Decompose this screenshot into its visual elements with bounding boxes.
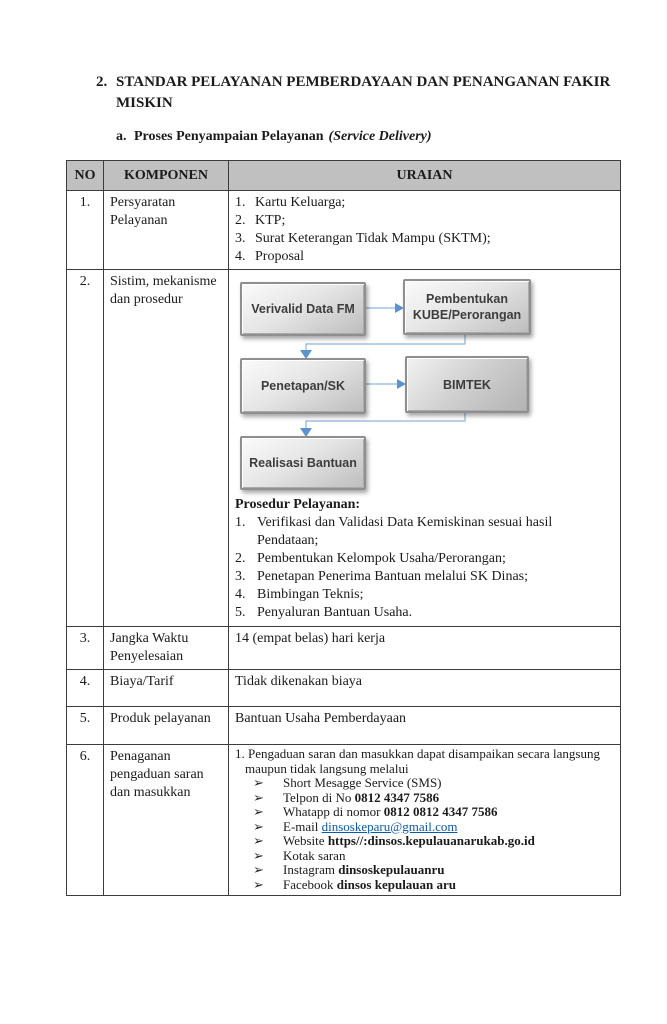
complaint-channel-phone [253, 791, 614, 806]
table-row [67, 745, 621, 896]
item-number: 2. [235, 213, 246, 228]
item-number: 5. [235, 605, 246, 620]
email-link[interactable]: dinsoskeparu@gmail.com [321, 818, 458, 834]
table-header-row [67, 161, 621, 191]
section-subtitle [116, 127, 616, 146]
complaint-channel-facebook [253, 878, 614, 893]
header-cell-uraian: URAIAN [229, 161, 621, 191]
complaint-intro-line2: maupun tidak langsung melalui [245, 760, 409, 776]
title-number: 2. [96, 74, 108, 90]
row3-komponen: Jangka Waktu Penyelesaian [104, 627, 229, 670]
flow-box-label-line2: KUBE/Perorangan [412, 308, 522, 322]
bullet-text: Instagram [283, 862, 339, 877]
row5-uraian: Bantuan Usaha Pemberdayaan [229, 707, 621, 745]
item-number: 2. [235, 551, 246, 566]
bullet-text: E-mail [283, 818, 322, 834]
phone-number: 0812 4347 7586 [354, 789, 440, 805]
requirements-list [235, 194, 614, 266]
item-text: Penyaluran Bantuan Usaha. [257, 605, 413, 620]
arrow-bullet-icon: ➢ [253, 818, 264, 834]
arrow-bullet-icon: ➢ [253, 876, 264, 892]
item-number: 4. [235, 587, 246, 602]
procedure-flowchart [229, 270, 620, 492]
list-item [235, 194, 614, 212]
title-block [96, 72, 616, 146]
table-row [67, 670, 621, 707]
prosedur-heading: Prosedur Pelayanan: [235, 497, 361, 512]
bullet-text: Whatapp di nomor [283, 804, 384, 819]
flow-box-label: Realisasi Bantuan [249, 456, 357, 470]
row2-komponen: Sistim, mekanisme dan prosedur [104, 270, 229, 627]
row6-no: 6. [67, 745, 104, 896]
row1-uraian [229, 191, 621, 270]
row2-no: 2. [67, 270, 104, 627]
flow-box-label: Verivalid Data FM [251, 302, 355, 316]
arrow-bullet-icon: ➢ [253, 804, 264, 819]
header-cell-no: NO [67, 161, 104, 191]
flow-box-label: BIMTEK [443, 377, 491, 392]
bullet-text: Website [283, 833, 328, 848]
item-text: Bimbingan Teknis; [257, 587, 364, 602]
subtitle-italic: (Service Delivery) [328, 129, 432, 144]
table-row [67, 191, 621, 270]
bullet-text: Telpon di No [283, 789, 355, 805]
list-item [235, 568, 614, 586]
table-row [67, 707, 621, 745]
subtitle-text: Proses Penyampaian Pelayanan [134, 129, 324, 144]
item-text: Penetapan Penerima Bantuan melalui SK Dinas; [257, 569, 528, 584]
subtitle-letter: a. [116, 129, 127, 144]
list-item [235, 248, 614, 266]
service-standard-table [66, 160, 621, 896]
arrow-bullet-icon: ➢ [253, 775, 264, 790]
row6-komponen: Penaganan pengaduan saran dan masukkan [104, 745, 229, 896]
flow-box-label-line1: Pembentukan [426, 292, 508, 306]
item-text: Proposal [255, 249, 304, 264]
row1-no: 1. [67, 191, 104, 270]
complaint-channel-email [253, 820, 614, 835]
facebook-name: dinsos kepulauan aru [336, 876, 457, 892]
complaint-channel-whatsapp [253, 805, 614, 820]
flow-box-label [413, 291, 521, 323]
item-text: Pembentukan Kelompok Usaha/Perorangan; [257, 551, 506, 566]
title-text [116, 72, 610, 114]
item-number: 3. [235, 569, 246, 584]
item-text: Surat Keterangan Tidak Mampu (SKTM); [255, 231, 491, 246]
list-item [235, 550, 614, 568]
item-number: 4. [235, 249, 246, 264]
bullet-text: Short Mesagge Service (SMS) [283, 775, 442, 790]
row4-uraian: Tidak dikenakan biaya [229, 670, 621, 707]
complaint-channel-instagram [253, 863, 614, 878]
instagram-handle: dinsoskepulauanru [338, 862, 445, 877]
website-url: https//:dinsos.kepulauanarukab.go.id [327, 833, 535, 848]
flow-box-penetapan [240, 358, 366, 414]
complaint-channel-suggestion-box [253, 849, 614, 864]
item-number: 3. [235, 231, 246, 246]
arrow-bullet-icon: ➢ [253, 862, 264, 877]
arrow-bullet-icon: ➢ [253, 847, 264, 863]
title-line2: MISKIN [116, 95, 173, 111]
flow-box-pembentukan [403, 279, 531, 335]
table-row [67, 627, 621, 670]
item-number: 1. [235, 195, 246, 210]
bullet-text: Facebook [283, 876, 337, 892]
row1-komponen: Persyaratan Pelayanan [104, 191, 229, 270]
row4-no: 4. [67, 670, 104, 707]
whatsapp-number: 0812 0812 4347 7586 [383, 804, 498, 819]
complaint-channel-sms [253, 776, 614, 791]
row3-uraian: 14 (empat belas) hari kerja [229, 627, 621, 670]
list-item [235, 604, 614, 622]
complaint-intro-line1: 1. Pengaduan saran dan masukkan dapat disampaikan secara langsung [235, 746, 600, 761]
item-text: KTP; [255, 213, 286, 228]
prosedur-list [229, 514, 620, 626]
item-text: Verifikasi dan Validasi Data Kemiskinan sesuai hasil Pendataan; [257, 515, 553, 548]
bullet-text: Kotak saran [283, 847, 346, 863]
item-number: 1. [235, 515, 246, 530]
complaint-channel-website [253, 834, 614, 849]
page-title [96, 72, 616, 114]
arrow-bullet-icon: ➢ [253, 833, 264, 848]
row4-komponen: Biaya/Tarif [104, 670, 229, 707]
title-line1: STANDAR PELAYANAN PEMBERDAYAAN DAN PENANGANAN FAKIR [116, 74, 611, 90]
flow-box-bimtek [405, 356, 529, 413]
row5-no: 5. [67, 707, 104, 745]
row6-uraian [229, 745, 621, 896]
list-item [235, 230, 614, 248]
list-item [235, 514, 614, 550]
flow-box-label: Penetapan/SK [260, 379, 346, 393]
table-row [67, 270, 621, 627]
list-item [235, 212, 614, 230]
list-item [235, 586, 614, 604]
item-text: Kartu Keluarga; [255, 195, 346, 210]
row3-no: 3. [67, 627, 104, 670]
flow-box-verivalid [240, 282, 366, 336]
flow-box-realisasi [240, 436, 366, 490]
row5-komponen: Produk pelayanan [104, 707, 229, 745]
header-cell-komponen: KOMPONEN [104, 161, 229, 191]
arrow-bullet-icon: ➢ [253, 789, 264, 805]
row2-uraian [229, 270, 621, 627]
